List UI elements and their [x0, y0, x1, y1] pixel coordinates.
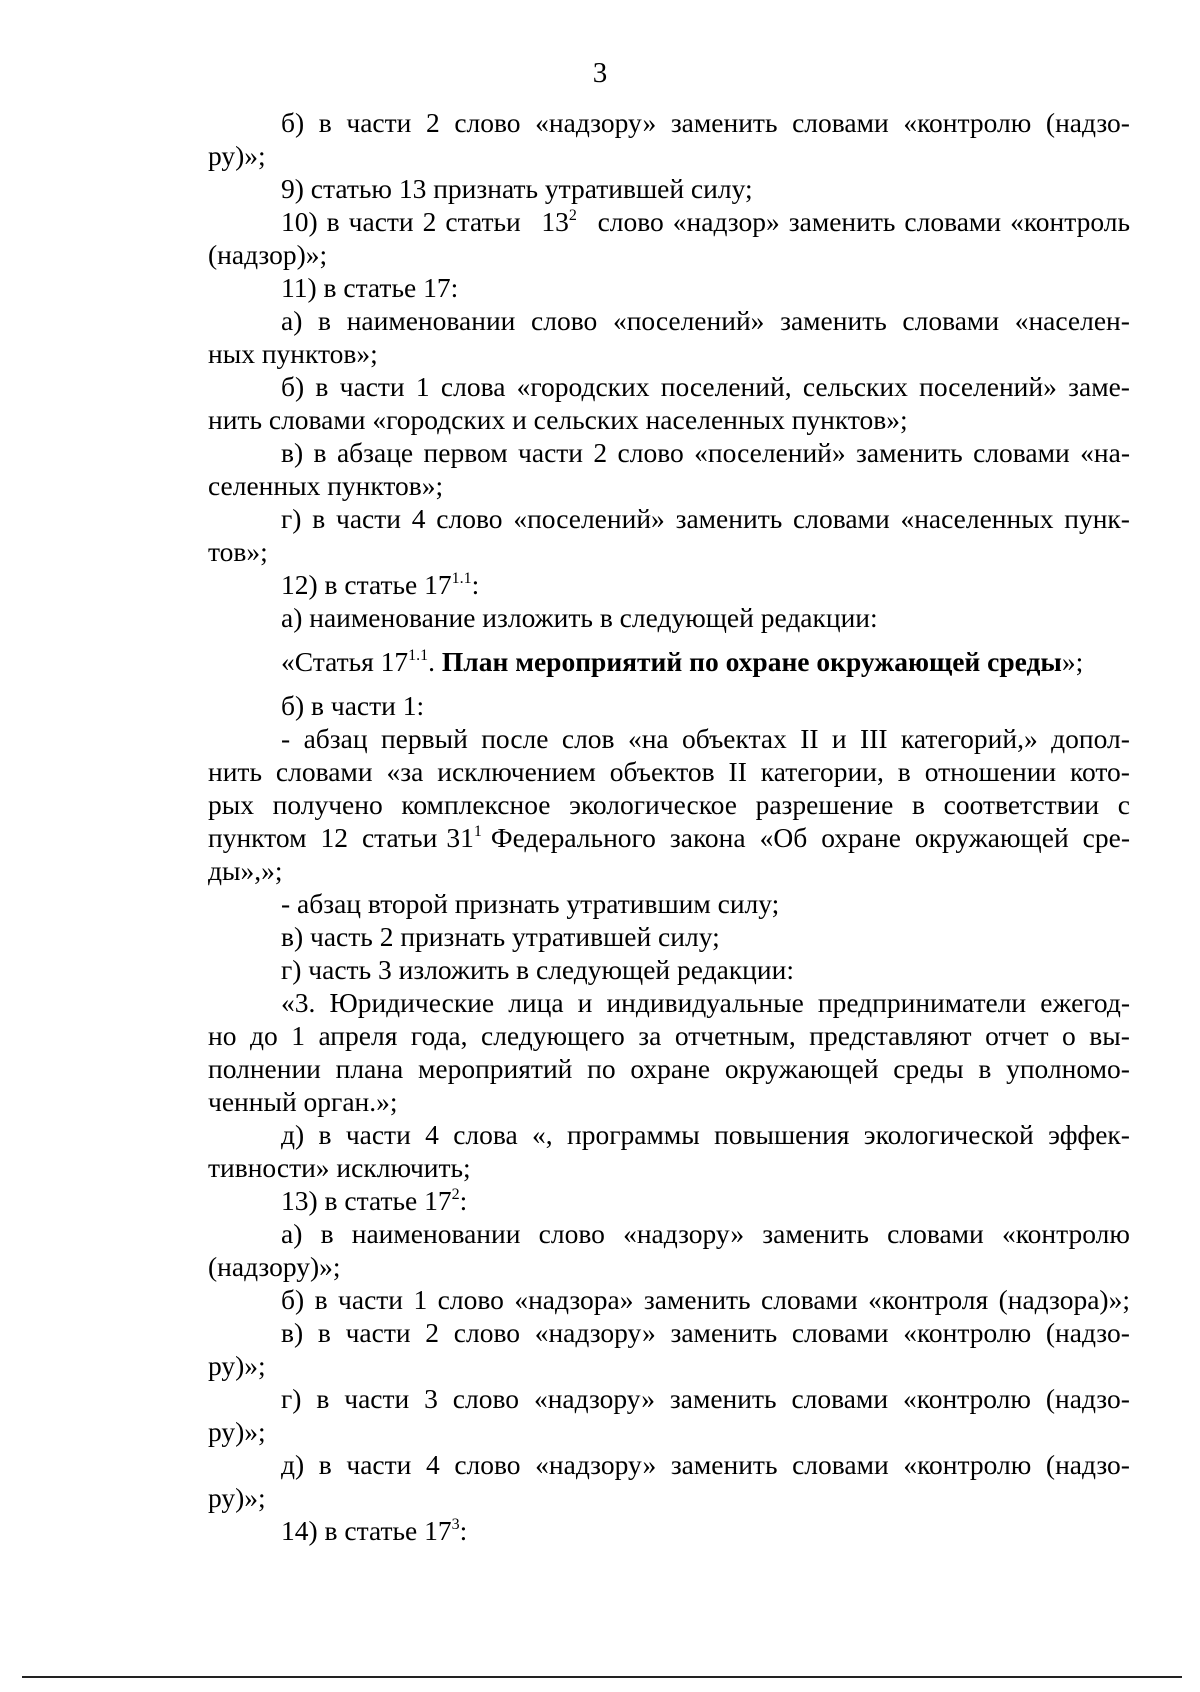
- paragraph-line: - абзац второй признать утратившим силу;: [281, 888, 780, 919]
- word: «населен-: [1014, 305, 1130, 336]
- word: заменить: [669, 1383, 777, 1414]
- word: части: [339, 371, 405, 402]
- word: категорий,»: [900, 723, 1038, 754]
- word: и: [577, 987, 593, 1018]
- word: в: [318, 1119, 332, 1150]
- paragraph-line: [208, 755, 1130, 788]
- paragraph-line: ных пунктов»;: [208, 338, 378, 369]
- paragraph-line: нить словами «городских и сельских населенных пунктов»;: [208, 404, 908, 435]
- paragraph-line: [208, 986, 1130, 1019]
- word: (надзо-: [1045, 1449, 1130, 1480]
- word: программы: [567, 1119, 700, 1150]
- word: «,: [532, 1119, 553, 1150]
- word: вы-: [1089, 1020, 1130, 1051]
- word: части: [345, 1119, 411, 1150]
- word: до: [249, 1020, 278, 1051]
- word: абзаце: [336, 437, 414, 468]
- paragraph-line: [208, 722, 1130, 755]
- word: допол-: [1051, 723, 1130, 754]
- word: части: [345, 1317, 411, 1348]
- word: (надзо-: [1045, 107, 1130, 138]
- word: слово: [617, 437, 684, 468]
- word: «контролю: [903, 1383, 1031, 1414]
- word: «контроль: [1010, 206, 1130, 237]
- word: слово: [453, 1317, 520, 1348]
- word: д): [281, 1449, 305, 1480]
- word: г): [281, 503, 302, 534]
- word: в: [912, 789, 926, 820]
- item-10-line: [208, 205, 1130, 238]
- word: статьи: [445, 206, 521, 237]
- word: «Об: [759, 822, 808, 853]
- word: (надзо-: [1045, 1317, 1130, 1348]
- word: заме-: [1068, 371, 1130, 402]
- word-group: [598, 205, 1130, 238]
- word: 10): [281, 206, 318, 237]
- word: индивидуальные: [606, 987, 804, 1018]
- item-14: 14) в статье $17^3$:: [281, 1515, 468, 1546]
- word: (надзора)»;: [998, 1284, 1130, 1315]
- word: получено: [272, 789, 383, 820]
- word: окружающей: [724, 1053, 879, 1084]
- word: словами: [761, 1284, 858, 1315]
- word: а): [281, 305, 303, 336]
- word: в: [317, 1317, 331, 1348]
- word: в): [281, 437, 304, 468]
- paragraph-line: в) часть 2 признать утратившей силу;: [281, 921, 720, 952]
- word: «контролю: [1001, 1218, 1130, 1249]
- word: -: [281, 723, 291, 754]
- paragraph-line: (надзор)»;: [208, 239, 328, 270]
- word: пунк-: [1064, 503, 1130, 534]
- word: части: [518, 437, 584, 468]
- word: словами: [275, 756, 373, 787]
- word: II: [800, 723, 819, 754]
- word: слово: [454, 107, 521, 138]
- word: д): [281, 1119, 305, 1150]
- word: «надзор»: [672, 206, 780, 237]
- word: следующего: [480, 1020, 625, 1051]
- word: части: [344, 1383, 410, 1414]
- word: слово: [454, 1449, 521, 1480]
- word: в: [318, 1449, 332, 1480]
- paragraph-line: ды»,»;: [208, 855, 283, 886]
- word: в: [320, 1218, 334, 1249]
- word: апреля: [318, 1020, 398, 1051]
- word: заменить: [670, 1317, 778, 1348]
- word: в: [316, 1383, 330, 1414]
- word: заменить: [670, 107, 778, 138]
- paragraph-line: тивности» исключить;: [208, 1152, 471, 1183]
- word: части: [348, 206, 414, 237]
- word: «надзору»: [533, 1383, 655, 1414]
- word: года,: [410, 1020, 468, 1051]
- paragraph-line: (надзору)»;: [208, 1251, 341, 1282]
- word: «контроля: [868, 1284, 989, 1315]
- paragraph-line: ру)»;: [208, 1416, 266, 1447]
- word: комплексное: [401, 789, 551, 820]
- word: «контролю: [903, 1317, 1032, 1348]
- word: «надзору»: [623, 1218, 745, 1249]
- article-ref: $31^1$: [446, 822, 482, 853]
- word: III: [860, 723, 888, 754]
- paragraph-line: [208, 1217, 1130, 1250]
- word: пунктом: [208, 822, 307, 853]
- word: «на-: [1080, 437, 1130, 468]
- paragraph-line: [208, 1316, 1130, 1349]
- word: в: [313, 437, 327, 468]
- word: 2: [425, 1317, 440, 1348]
- paragraph-line: [208, 370, 1130, 403]
- word: представляют: [809, 1020, 972, 1051]
- article-title: План мероприятий по охране окружающей среды: [441, 646, 1062, 677]
- word: о: [1062, 1020, 1076, 1051]
- word: заменить: [762, 1218, 869, 1249]
- word: словами: [791, 1383, 889, 1414]
- word: слов: [561, 723, 615, 754]
- word: б): [281, 371, 305, 402]
- word: разрешение: [755, 789, 894, 820]
- word: словами: [792, 1449, 889, 1480]
- word: в): [281, 1317, 304, 1348]
- word: 4: [425, 1449, 440, 1480]
- word: заменить: [670, 1449, 778, 1480]
- word: слово: [437, 1284, 504, 1315]
- paragraph-line: [208, 1382, 1130, 1415]
- word: б): [281, 1284, 305, 1315]
- word: части: [336, 503, 401, 534]
- word: предприниматели: [817, 987, 1027, 1018]
- paragraph-line: [208, 1283, 1130, 1316]
- word: 2: [593, 437, 608, 468]
- word: в: [315, 371, 329, 402]
- paragraph-line: ченный орган.»;: [208, 1086, 398, 1117]
- paragraph-line: [208, 788, 1130, 821]
- word: II: [728, 756, 747, 787]
- word: слово: [538, 1218, 605, 1249]
- word: экологической: [863, 1119, 1034, 1150]
- paragraph-line: [208, 1019, 1130, 1052]
- word: слова: [440, 371, 506, 402]
- paragraph-line: [208, 106, 1130, 139]
- item-9: 9) статью 13 признать утратившей силу;: [281, 173, 753, 204]
- word: мероприятий: [417, 1053, 573, 1084]
- word: 3: [424, 1383, 438, 1414]
- item-13: 13) в статье $17^2$:: [281, 1185, 468, 1216]
- word: заменить: [856, 437, 963, 468]
- word: категории,: [760, 756, 884, 787]
- word: Юридические: [329, 987, 495, 1018]
- word: в: [897, 756, 911, 787]
- word: словами: [791, 1317, 889, 1348]
- word: и: [831, 723, 847, 754]
- paragraph-line: [208, 821, 1130, 854]
- word: части: [346, 107, 412, 138]
- word: объектов: [609, 756, 715, 787]
- word: в: [318, 305, 332, 336]
- paragraph-line: тов»;: [208, 536, 268, 567]
- paragraph-line: [208, 1448, 1130, 1481]
- paragraph-line: [208, 436, 1130, 469]
- paragraph-line: ру)»;: [208, 1350, 266, 1381]
- paragraph-line: ру)»;: [208, 1482, 266, 1513]
- word: «за: [386, 756, 424, 787]
- word: по: [587, 1053, 616, 1084]
- word: в: [978, 1053, 992, 1084]
- word: а): [281, 1218, 303, 1249]
- article-ref: $13^2$: [541, 206, 577, 237]
- word: «контролю: [903, 1449, 1032, 1480]
- word: заменить: [780, 305, 887, 336]
- word: в: [312, 503, 326, 534]
- paragraph-line: [208, 304, 1130, 337]
- word: 1: [413, 1284, 428, 1315]
- word: «3.: [281, 987, 316, 1018]
- paragraph-line: г) часть 3 изложить в следующей редакции:: [281, 954, 794, 985]
- word: 4: [425, 1119, 439, 1150]
- word: словами: [887, 1218, 984, 1249]
- paragraph-line: [208, 502, 1130, 535]
- page-number: 3: [592, 57, 608, 89]
- word: плана: [335, 1053, 404, 1084]
- word: отношении: [924, 756, 1057, 787]
- word: но: [208, 1020, 237, 1051]
- word: заменить: [788, 206, 896, 237]
- word: уполномо-: [1006, 1053, 1130, 1084]
- article-title-line: «Статья $17^{1.1}$. План мероприятий по охране окружающей среды»;: [281, 646, 1084, 677]
- word: наименовании: [351, 1218, 521, 1249]
- word: слова: [453, 1119, 518, 1150]
- word: 12: [320, 822, 348, 853]
- word: первый: [380, 723, 468, 754]
- word: слово: [436, 503, 503, 534]
- word: поселений»: [919, 371, 1057, 402]
- word: «контролю: [903, 107, 1032, 138]
- word: «надзору»: [534, 1317, 656, 1348]
- word: ежегод-: [1040, 987, 1130, 1018]
- paragraph-line: [208, 1118, 1130, 1151]
- word: в: [314, 1284, 328, 1315]
- word: 2: [422, 206, 437, 237]
- word: отчет: [985, 1020, 1049, 1051]
- word: слово: [452, 1383, 520, 1414]
- word: охране: [630, 1053, 711, 1084]
- word: г): [281, 1383, 302, 1414]
- word: словами: [902, 305, 1000, 336]
- word: исключением: [437, 756, 596, 787]
- word: охране: [821, 822, 901, 853]
- word: поселений,: [660, 371, 792, 402]
- word: абзац: [303, 723, 368, 754]
- word: «поселений»: [612, 305, 765, 336]
- word: слово: [531, 305, 598, 336]
- word: полнении: [208, 1053, 321, 1084]
- word: первом: [423, 437, 508, 468]
- word: «населенных: [900, 503, 1054, 534]
- word: словами: [792, 107, 889, 138]
- word: части: [338, 1284, 404, 1315]
- word: 4: [411, 503, 426, 534]
- word-group: [281, 205, 521, 238]
- item-12: 12) в статье $17^{1.1}$:: [281, 569, 480, 600]
- word-group: [208, 821, 437, 854]
- word: сре-: [1082, 822, 1130, 853]
- word: 2: [425, 107, 440, 138]
- word: «поселений»: [513, 503, 665, 534]
- item-11: 11) в статье 17:: [281, 272, 459, 303]
- word: «надзору»: [535, 1449, 657, 1480]
- document-body: [208, 106, 1130, 1547]
- word: в: [318, 107, 332, 138]
- word: соответствии: [943, 789, 1100, 820]
- word: объектах: [682, 723, 787, 754]
- word: слово: [597, 206, 664, 237]
- word: «на: [627, 723, 669, 754]
- word: части: [346, 1449, 412, 1480]
- word: «надзора»: [514, 1284, 634, 1315]
- word: «городских: [516, 371, 650, 402]
- word: (надзо-: [1045, 1383, 1130, 1414]
- word: с: [1117, 789, 1130, 820]
- paragraph-line: а) наименование изложить в следующей редакции:: [281, 602, 878, 633]
- word: рых: [208, 789, 254, 820]
- word: статьи: [361, 822, 438, 853]
- word: экологическое: [569, 789, 737, 820]
- paragraph-line: [208, 1052, 1130, 1085]
- paragraph-line: селенных пунктов»;: [208, 470, 444, 501]
- word: закона: [669, 822, 746, 853]
- word: в: [326, 206, 340, 237]
- word: окружающей: [914, 822, 1069, 853]
- word: 1: [415, 371, 430, 402]
- bottom-rule: [22, 1676, 1182, 1678]
- word: Федерального: [490, 822, 656, 853]
- word: «поселений»: [694, 437, 846, 468]
- paragraph-line: б) в части 1:: [281, 690, 425, 721]
- word: повышения: [714, 1119, 850, 1150]
- word: после: [481, 723, 549, 754]
- word: нить: [208, 756, 262, 787]
- word: заменить: [675, 503, 783, 534]
- word: кото-: [1070, 756, 1130, 787]
- word: «надзору»: [535, 107, 657, 138]
- word: отчетным,: [674, 1020, 796, 1051]
- word: заменить: [643, 1284, 751, 1315]
- word-group: [491, 821, 1130, 854]
- word: сельских: [802, 371, 908, 402]
- word: б): [281, 107, 305, 138]
- word: 1: [291, 1020, 305, 1051]
- paragraph-line: ру)»;: [208, 140, 266, 171]
- word: среды: [893, 1053, 964, 1084]
- word: словами: [793, 503, 890, 534]
- word: словами: [973, 437, 1070, 468]
- word: эффек-: [1048, 1119, 1130, 1150]
- word: наименовании: [346, 305, 516, 336]
- word: словами: [904, 206, 1002, 237]
- word: за: [638, 1020, 662, 1051]
- word: лица: [508, 987, 564, 1018]
